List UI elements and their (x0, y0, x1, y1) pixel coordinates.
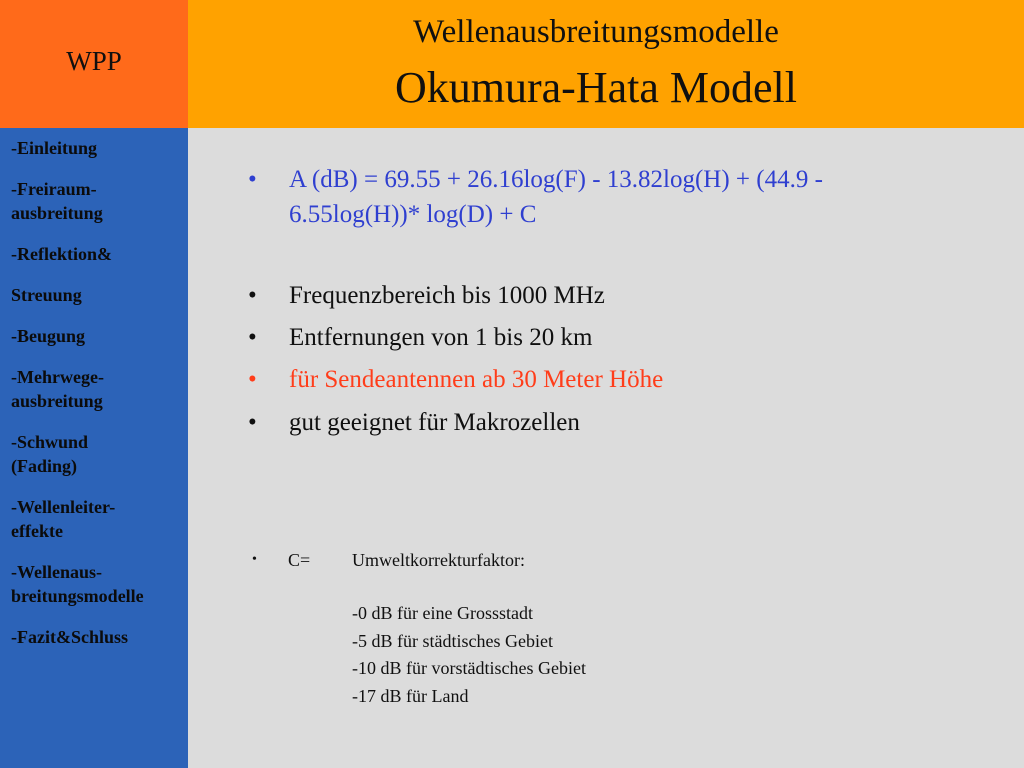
bullet-text: gut geeignet für Makrozellen (289, 409, 580, 436)
sidebar-item-beugung[interactable] (11, 324, 188, 348)
bullet-marker: • (248, 409, 257, 436)
correction-values (352, 600, 586, 710)
sidebar-item-einleitung[interactable] (11, 136, 188, 160)
bullet-text: für Sendeantennen ab 30 Meter Höhe (289, 366, 664, 393)
sidebar-item-label: -Schwund (11, 432, 89, 452)
sidebar-item-label: -Wellenleiter- (11, 497, 116, 517)
correction-value: -5 dB für städtisches Gebiet (352, 630, 553, 651)
bullet-marker: • (248, 282, 257, 309)
sidebar-item-schwund[interactable] (11, 430, 188, 478)
bullet-marker: • (248, 366, 257, 393)
sidebar-item-reflektion[interactable] (11, 242, 188, 266)
list-item (248, 362, 968, 397)
list-item (248, 320, 968, 355)
sidebar-item-mehrwegeausbreitung[interactable] (11, 365, 188, 413)
sidebar-item-label: -Beugung (11, 326, 86, 346)
slide-content (188, 128, 1024, 768)
sidebar-item-wellenausbreitungsmodelle[interactable] (11, 560, 188, 608)
sidebar-item-streuung[interactable] (11, 283, 188, 307)
bullet-text: Entfernungen von 1 bis 20 km (289, 324, 593, 351)
correction-value: -0 dB für eine Grossstadt (352, 603, 533, 623)
slide-title: Wellenausbreitungsmodelle (413, 14, 779, 50)
sidebar-item-wellenleitereffekte[interactable] (11, 495, 188, 543)
list-item (248, 405, 968, 440)
slide-header (188, 0, 1024, 128)
sidebar-item-label: -Fazit&Schluss (11, 627, 128, 647)
sidebar-item-label: -Wellenaus- (11, 562, 103, 582)
sidebar-item-label: breitungsmodelle (11, 586, 144, 606)
slide-subtitle: Okumura-Hata Modell (395, 63, 797, 112)
formula-bullet (248, 162, 968, 232)
logo-text: WPP (66, 45, 122, 76)
correction-value: -10 dB für vorstädtisches Gebiet (352, 658, 586, 678)
formula-line-2: 6.55log(H))* log(D) + C (289, 201, 537, 228)
sidebar-item-label: Streuung (11, 285, 82, 305)
sidebar-item-freiraumausbreitung[interactable] (11, 177, 188, 225)
sidebar-item-fazit-schluss[interactable] (11, 625, 188, 649)
bullet-marker: • (252, 552, 257, 567)
sidebar-item-label: -Reflektion& (11, 244, 112, 264)
logo (0, 0, 188, 128)
bullet-marker: • (248, 324, 257, 351)
bullet-text: Frequenzbereich bis 1000 MHz (289, 282, 605, 309)
correction-factor-label: C= (288, 550, 311, 570)
sidebar-item-label: -Einleitung (11, 138, 98, 158)
formula-line-1: A (dB) = 69.55 + 26.16log(F) - 13.82log(H) + (44.9 - (289, 166, 823, 193)
sidebar-item-label: -Mehrwege- (11, 367, 104, 387)
sidebar-item-label: -Freiraum- (11, 179, 97, 199)
sidebar-item-label: effekte (11, 521, 63, 541)
sidebar-nav (0, 128, 188, 768)
sidebar-item-label: ausbreitung (11, 391, 103, 411)
sidebar-item-label: (Fading) (11, 456, 78, 476)
correction-value: -17 dB für Land (352, 685, 469, 706)
bullet-marker: • (248, 166, 257, 193)
correction-factor-description: Umweltkorrekturfaktor: (352, 550, 525, 570)
sidebar-item-label: ausbreitung (11, 203, 103, 223)
list-item (248, 278, 968, 313)
